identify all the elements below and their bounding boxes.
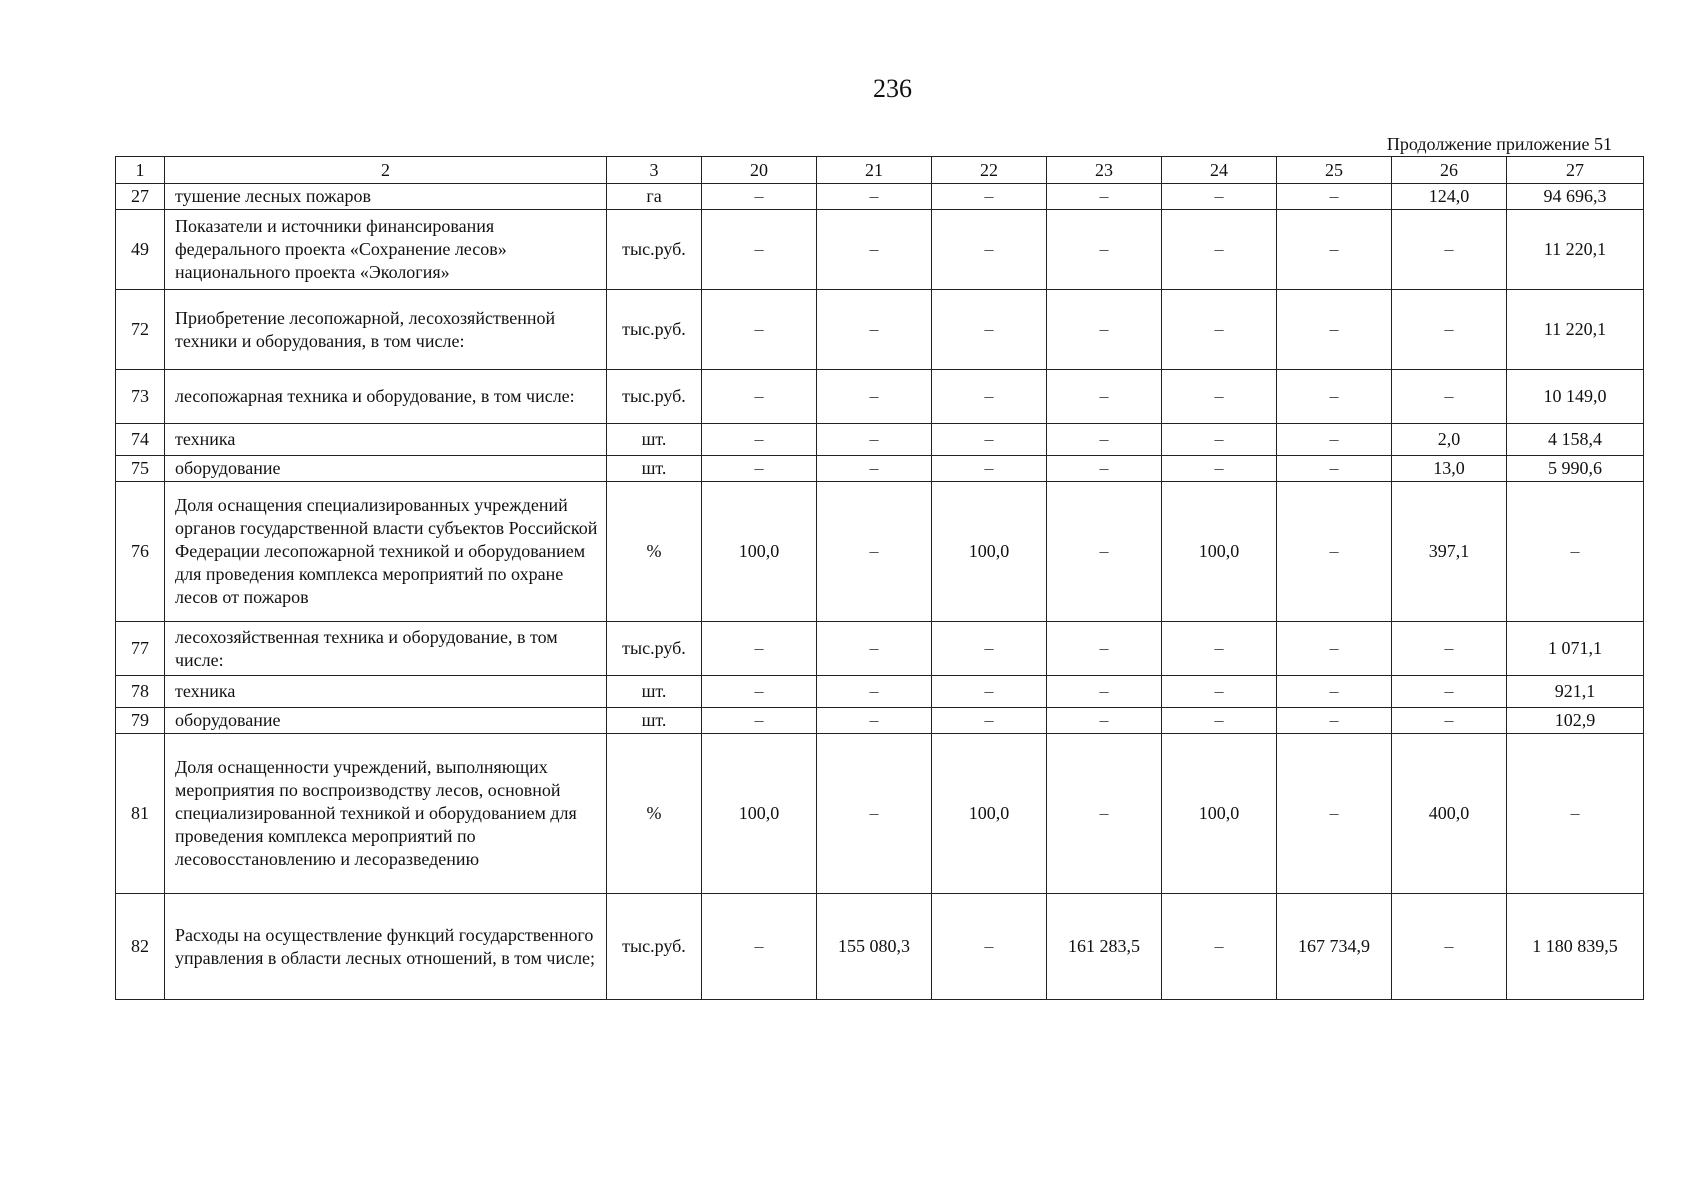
value-cell: – — [1162, 184, 1277, 210]
value-cell: – — [1162, 370, 1277, 424]
table-body — [116, 157, 1644, 1000]
value-cell: 100,0 — [702, 482, 817, 622]
row-number-cell: 79 — [116, 708, 165, 734]
column-header: 27 — [1507, 157, 1644, 184]
value-cell: – — [1392, 894, 1507, 1000]
value-cell: – — [1162, 622, 1277, 676]
value-cell: – — [817, 708, 932, 734]
value-cell: 1 071,1 — [1507, 622, 1644, 676]
indicator-name-cell: лесохозяйственная техника и оборудование, в том числе: — [165, 622, 607, 676]
value-cell: – — [932, 676, 1047, 708]
value-cell: 124,0 — [1392, 184, 1507, 210]
row-number-cell: 76 — [116, 482, 165, 622]
value-cell: – — [1277, 210, 1392, 290]
row-number-cell: 74 — [116, 424, 165, 456]
value-cell: – — [817, 370, 932, 424]
indicator-name-cell: техника — [165, 676, 607, 708]
column-header: 3 — [607, 157, 702, 184]
table-row — [116, 370, 1644, 424]
value-cell: – — [1277, 708, 1392, 734]
value-cell: – — [702, 456, 817, 482]
indicator-name-cell: тушение лесных пожаров — [165, 184, 607, 210]
value-cell: – — [702, 184, 817, 210]
value-cell: – — [817, 424, 932, 456]
value-cell: – — [702, 424, 817, 456]
value-cell: – — [932, 210, 1047, 290]
value-cell: 94 696,3 — [1507, 184, 1644, 210]
value-cell: – — [817, 676, 932, 708]
value-cell: 155 080,3 — [817, 894, 932, 1000]
column-header: 24 — [1162, 157, 1277, 184]
header-row — [116, 157, 1644, 184]
indicator-name-cell: Расходы на осуществление функций государственного управления в области лесных отношений, в том числе; — [165, 894, 607, 1000]
value-cell: – — [932, 456, 1047, 482]
column-header: 21 — [817, 157, 932, 184]
value-cell: – — [1277, 184, 1392, 210]
value-cell: – — [1162, 894, 1277, 1000]
value-cell: – — [817, 210, 932, 290]
unit-cell: шт. — [607, 708, 702, 734]
unit-cell: % — [607, 734, 702, 894]
value-cell: 100,0 — [1162, 734, 1277, 894]
page-number: 236 — [873, 74, 912, 103]
value-cell: – — [932, 370, 1047, 424]
value-cell: 921,1 — [1507, 676, 1644, 708]
value-cell: – — [1277, 622, 1392, 676]
value-cell: 100,0 — [1162, 482, 1277, 622]
unit-cell: тыс.руб. — [607, 370, 702, 424]
value-cell: – — [1047, 210, 1162, 290]
indicator-name-cell: Приобретение лесопожарной, лесохозяйственной техники и оборудования, в том числе: — [165, 290, 607, 370]
value-cell: 11 220,1 — [1507, 210, 1644, 290]
indicator-name-cell: оборудование — [165, 708, 607, 734]
value-cell: – — [702, 370, 817, 424]
value-cell: – — [1507, 482, 1644, 622]
unit-cell: тыс.руб. — [607, 210, 702, 290]
value-cell: – — [1277, 734, 1392, 894]
value-cell: – — [1047, 676, 1162, 708]
value-cell: – — [1277, 456, 1392, 482]
value-cell: – — [1047, 456, 1162, 482]
value-cell: – — [932, 894, 1047, 1000]
value-cell: – — [702, 210, 817, 290]
value-cell: – — [932, 290, 1047, 370]
value-cell: – — [702, 622, 817, 676]
table-row — [116, 734, 1644, 894]
row-number-cell: 75 — [116, 456, 165, 482]
value-cell: – — [1047, 184, 1162, 210]
unit-cell: % — [607, 482, 702, 622]
value-cell: – — [1277, 370, 1392, 424]
value-cell: – — [1392, 210, 1507, 290]
indicator-name-cell: Доля оснащенности учреждений, выполняющих мероприятия по воспроизводству лесов, основной специализированной техникой и оборудованием для проведения комплекса мероприятий по лесовосстановлению и лесоразведению — [165, 734, 607, 894]
value-cell: – — [1277, 290, 1392, 370]
column-header: 20 — [702, 157, 817, 184]
value-cell: – — [817, 456, 932, 482]
indicator-name-cell: Показатели и источники финансирования федерального проекта «Сохранение лесов» национального проекта «Экология» — [165, 210, 607, 290]
value-cell: 11 220,1 — [1507, 290, 1644, 370]
value-cell: 5 990,6 — [1507, 456, 1644, 482]
table-row — [116, 894, 1644, 1000]
value-cell: – — [817, 184, 932, 210]
row-number-cell: 81 — [116, 734, 165, 894]
unit-cell: тыс.руб. — [607, 894, 702, 1000]
unit-cell: шт. — [607, 456, 702, 482]
value-cell: 397,1 — [1392, 482, 1507, 622]
value-cell: – — [1047, 424, 1162, 456]
value-cell: – — [1162, 456, 1277, 482]
table-row — [116, 424, 1644, 456]
unit-cell: га — [607, 184, 702, 210]
row-number-cell: 82 — [116, 894, 165, 1000]
indicator-name-cell: лесопожарная техника и оборудование, в том числе: — [165, 370, 607, 424]
value-cell: – — [1047, 482, 1162, 622]
value-cell: – — [1162, 424, 1277, 456]
row-number-cell: 73 — [116, 370, 165, 424]
value-cell: 102,9 — [1507, 708, 1644, 734]
column-header: 1 — [116, 157, 165, 184]
column-header: 2 — [165, 157, 607, 184]
value-cell: – — [702, 708, 817, 734]
table-row — [116, 708, 1644, 734]
column-header: 23 — [1047, 157, 1162, 184]
value-cell: – — [817, 482, 932, 622]
value-cell: – — [817, 622, 932, 676]
unit-cell: шт. — [607, 676, 702, 708]
table-row — [116, 622, 1644, 676]
value-cell: – — [1392, 622, 1507, 676]
data-table — [115, 156, 1644, 1000]
value-cell: – — [1277, 424, 1392, 456]
value-cell: – — [1162, 676, 1277, 708]
indicator-name-cell: техника — [165, 424, 607, 456]
value-cell: – — [1277, 482, 1392, 622]
value-cell: – — [1162, 210, 1277, 290]
value-cell: 4 158,4 — [1507, 424, 1644, 456]
table-row — [116, 210, 1644, 290]
value-cell: – — [1047, 622, 1162, 676]
value-cell: – — [1392, 370, 1507, 424]
table-row — [116, 482, 1644, 622]
value-cell: – — [702, 676, 817, 708]
value-cell: – — [1162, 708, 1277, 734]
value-cell: – — [932, 184, 1047, 210]
row-number-cell: 78 — [116, 676, 165, 708]
value-cell: 100,0 — [702, 734, 817, 894]
row-number-cell: 72 — [116, 290, 165, 370]
row-number-cell: 77 — [116, 622, 165, 676]
value-cell: – — [1392, 676, 1507, 708]
value-cell: – — [1392, 290, 1507, 370]
value-cell: – — [1047, 370, 1162, 424]
value-cell: 100,0 — [932, 482, 1047, 622]
value-cell: – — [702, 290, 817, 370]
value-cell: 167 734,9 — [1277, 894, 1392, 1000]
value-cell: 13,0 — [1392, 456, 1507, 482]
value-cell: – — [1047, 290, 1162, 370]
value-cell: – — [817, 290, 932, 370]
unit-cell: тыс.руб. — [607, 622, 702, 676]
indicator-name-cell: оборудование — [165, 456, 607, 482]
unit-cell: тыс.руб. — [607, 290, 702, 370]
value-cell: – — [932, 424, 1047, 456]
value-cell: 400,0 — [1392, 734, 1507, 894]
column-header: 22 — [932, 157, 1047, 184]
value-cell: – — [817, 734, 932, 894]
value-cell: – — [932, 708, 1047, 734]
value-cell: 161 283,5 — [1047, 894, 1162, 1000]
row-number-cell: 27 — [116, 184, 165, 210]
value-cell: – — [1162, 290, 1277, 370]
value-cell: – — [932, 622, 1047, 676]
indicator-name-cell: Доля оснащения специализированных учреждений органов государственной власти субъектов Российской Федерации лесопожарной техникой и оборудованием для проведения комплекса мероприятий по охране лесов от пожаров — [165, 482, 607, 622]
table-row — [116, 456, 1644, 482]
table-row — [116, 184, 1644, 210]
column-header: 25 — [1277, 157, 1392, 184]
table-row — [116, 290, 1644, 370]
row-number-cell: 49 — [116, 210, 165, 290]
value-cell: – — [1047, 708, 1162, 734]
value-cell: – — [1277, 676, 1392, 708]
value-cell: – — [702, 894, 817, 1000]
value-cell: – — [1392, 708, 1507, 734]
column-header: 26 — [1392, 157, 1507, 184]
value-cell: 100,0 — [932, 734, 1047, 894]
table-row — [116, 676, 1644, 708]
value-cell: 1 180 839,5 — [1507, 894, 1644, 1000]
value-cell: – — [1507, 734, 1644, 894]
value-cell: 2,0 — [1392, 424, 1507, 456]
value-cell: 10 149,0 — [1507, 370, 1644, 424]
value-cell: – — [1047, 734, 1162, 894]
appendix-caption: Продолжение приложение 51 — [1386, 134, 1612, 154]
unit-cell: шт. — [607, 424, 702, 456]
